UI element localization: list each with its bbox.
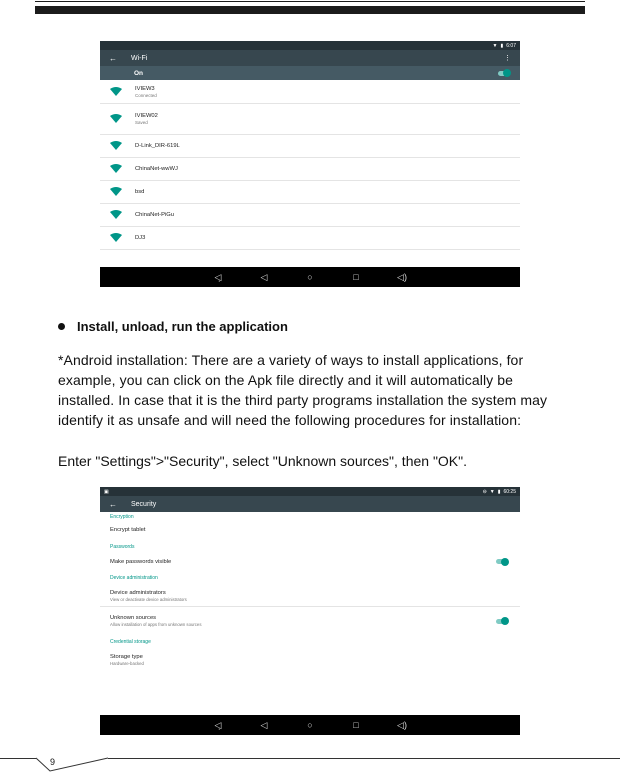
wifi-network-status: Connected [135,92,157,98]
recents-nav-icon[interactable]: □ [353,720,359,730]
wifi-signal-icon [110,210,122,220]
wifi-network-item[interactable] [100,181,520,204]
wifi-status-icon: ▼ [492,42,498,49]
make-passwords-visible-label: Make passwords visible [110,558,172,565]
passwords-visible-toggle[interactable] [496,559,508,564]
unknown-sources-sub: Allow installation of apps from unknown sources [110,622,202,627]
wifi-toggle-label: On [134,69,144,77]
unknown-sources-toggle[interactable] [496,619,508,624]
status-time: 60:25 [503,488,516,495]
back-nav-icon[interactable]: ◁ [260,719,268,730]
device-administrators-label: Device administrators [110,589,166,596]
volume-down-icon[interactable]: ◁̣ [214,271,222,282]
wifi-toggle-switch[interactable] [498,71,510,76]
back-arrow-icon[interactable]: ← [109,499,117,509]
overflow-menu-icon[interactable]: ⋮ [504,55,511,62]
wifi-signal-icon [110,87,122,97]
encrypt-tablet-item[interactable] [100,522,520,538]
status-bar [100,487,520,496]
section-heading-text: Install, unload, run the application [77,319,288,334]
wifi-network-item[interactable] [100,104,520,135]
wifi-network-name: IVIEW02 [135,113,158,119]
storage-type-item[interactable] [100,649,520,671]
device-administrators-item[interactable] [100,585,520,606]
credential-storage-header: Credential storage [110,639,151,645]
wifi-network-name: DJ3 [135,235,146,241]
wifi-signal-icon [110,164,122,174]
wifi-signal-icon [110,187,122,197]
navigation-bar [100,715,520,735]
back-arrow-icon[interactable]: ← [109,53,117,63]
wifi-network-item[interactable] [100,158,520,181]
volume-up-icon[interactable]: ◁) [397,719,407,730]
wifi-network-item[interactable] [100,80,520,104]
volume-up-icon[interactable]: ◁) [397,271,407,282]
wifi-network-item[interactable] [100,135,520,158]
status-bar [100,41,520,50]
wifi-network-name: ChinaNet-wwWJ [135,166,178,172]
wifi-network-name: D-Link_DIR-619L [135,143,180,149]
page-title: Wi-Fi [131,54,148,62]
wifi-signal-icon [110,233,122,243]
storage-type-label: Storage type [110,654,143,660]
wifi-network-status: Saved [135,120,148,125]
install-paragraph: *Android installation: There are a variety of ways to install applications, for example, you can click on the Apk file directly and it will automatically be installed. In case that it is the third party programs installation the system may identify it as unsafe and will need the following procedures for installation: [58,352,548,428]
footer-tab-outline [34,749,110,773]
encryption-header: Encryption [110,514,134,520]
app-bar [100,496,520,512]
wifi-toggle-bar[interactable] [100,66,520,80]
footer-rule-left [0,758,36,759]
security-screenshot [100,487,520,735]
status-time: 6:07 [506,42,516,49]
wifi-signal-icon [110,141,122,151]
navigation-bar [100,267,520,287]
wifi-status-icon: ▼ [489,488,495,495]
page-title: Security [131,500,157,508]
image-notification-icon: ▣ [104,488,109,495]
device-admin-header: Device administration [110,575,158,581]
home-nav-icon[interactable]: ○ [307,272,313,282]
battery-icon: ▮ [500,42,504,49]
wifi-network-name: IVIEW3 [135,85,155,92]
back-nav-icon[interactable]: ◁ [260,271,268,282]
make-passwords-visible-item[interactable] [100,552,520,571]
section-heading [58,319,288,334]
instruction-text: Enter "Settings">"Security", select "Unknown sources", then "OK". [58,453,467,469]
app-bar [100,50,520,66]
unknown-sources-item[interactable] [100,607,520,635]
wifi-network-name: ChinaNet-PiGu [135,212,174,218]
bullet-icon [58,323,65,330]
recents-nav-icon[interactable]: □ [353,272,359,282]
wifi-network-list [100,80,520,250]
wifi-network-item[interactable] [100,227,520,250]
footer-rule-right [108,758,620,759]
page-number: 9 [50,757,56,767]
dnd-icon: ⊖ [482,488,487,495]
header-rule-thin [35,1,585,2]
wifi-network-item[interactable] [100,204,520,227]
unknown-sources-label: Unknown sources [110,615,157,621]
wifi-screenshot [100,41,520,287]
wifi-signal-icon [110,114,122,124]
wifi-network-name: bsd [135,189,145,195]
storage-type-sub: Hardware-backed [110,661,144,666]
device-administrators-sub: View or deactivate device administrators [110,596,187,602]
header-rule-thick [35,6,585,14]
volume-down-icon[interactable]: ◁̣ [214,719,222,730]
passwords-header: Passwords [110,544,135,550]
home-nav-icon[interactable]: ○ [307,720,313,730]
battery-icon: ▮ [497,488,501,495]
encrypt-tablet-label: Encrypt tablet [110,527,146,533]
